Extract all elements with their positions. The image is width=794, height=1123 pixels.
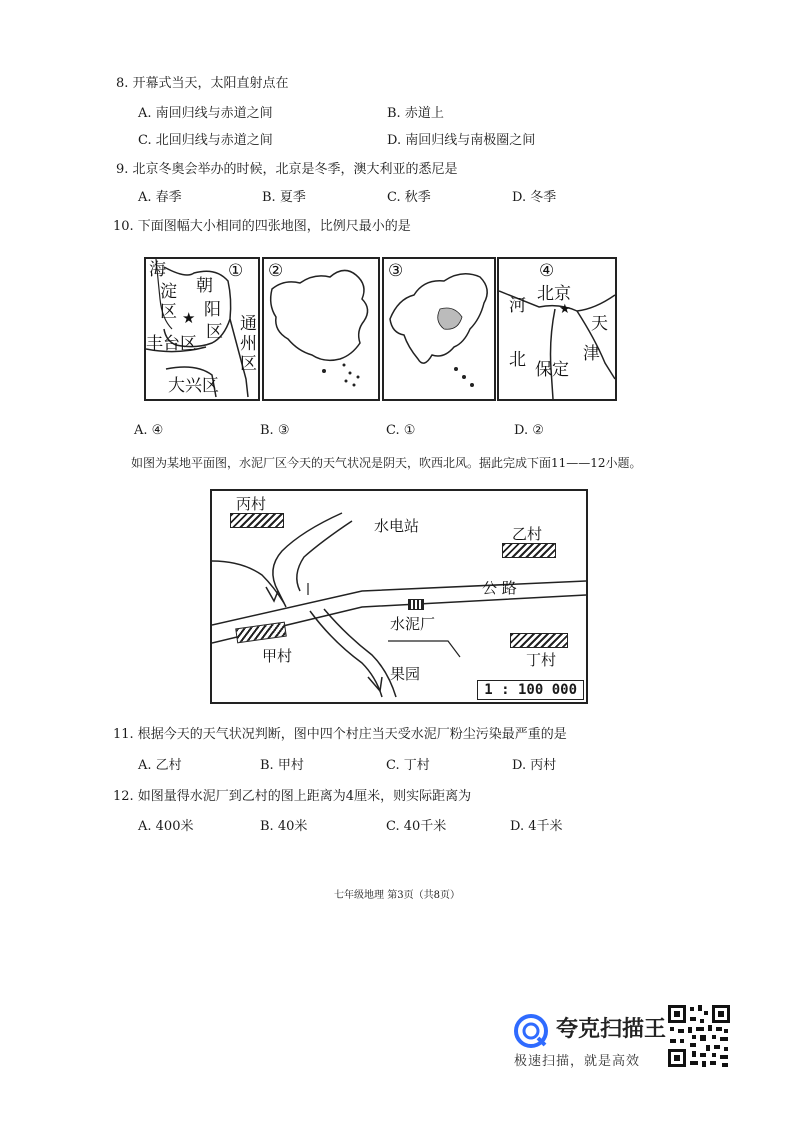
brand-slogan: 极速扫描，就是高效 — [514, 1054, 641, 1069]
map-1-label: 区 — [206, 322, 223, 342]
q10-option-b: B. ③ — [260, 423, 290, 438]
intro-text: 如图为某地平面图，水泥厂区今天的天气状况是阴天，吹西北风。据此完成下面11——12小题。 — [131, 456, 642, 470]
q8-option-d: D. 南回归线与南极圈之间 — [387, 133, 536, 148]
capital-star-icon: ★ — [559, 302, 571, 317]
q8-option-a: A. 南回归线与赤道之间 — [138, 106, 273, 121]
q8-option-c: C. 北回归线与赤道之间 — [138, 133, 273, 148]
map-4-label: 津 — [583, 344, 600, 364]
q10-stem: 10. 下面图幅大小相同的四张地图，比例尺最小的是 — [113, 219, 411, 234]
q12-option-d: D. 4千米 — [510, 819, 563, 834]
plan-map — [210, 489, 588, 704]
brand-name: 夸克扫描王 — [556, 1017, 667, 1042]
map-4-label: 保定 — [535, 360, 569, 380]
map-1-label: 区 — [240, 354, 257, 374]
map-4-number: ④ — [539, 261, 555, 281]
q9-option-c: C. 秋季 — [387, 190, 431, 205]
map-2-number: ② — [268, 261, 284, 281]
quark-logo-icon — [514, 1014, 548, 1048]
map-1-label: 淀 — [160, 282, 177, 302]
q9-stem: 9. 北京冬奥会举办的时候，北京是冬季，澳大利亚的悉尼是 — [116, 162, 458, 177]
q11-stem: 11. 根据今天的天气状况判断，图中四个村庄当天受水泥厂粉尘污染最严重的是 — [113, 727, 567, 742]
map-1-label: 区 — [160, 302, 177, 322]
q9-option-a: A. 春季 — [138, 190, 182, 205]
page-footer: 七年级地理 第3页（共8页） — [334, 890, 460, 901]
map-1-number: ① — [228, 261, 244, 281]
map-1-label: 州 — [240, 334, 257, 354]
road-label: 公 路 — [482, 579, 517, 597]
cement-factory-marker — [408, 599, 424, 610]
q11-option-d: D. 丙村 — [512, 758, 557, 773]
village-jia-label: 甲村 — [262, 647, 293, 665]
map-3-number: ③ — [388, 261, 404, 281]
map-2-china — [262, 257, 380, 401]
village-yi-marker — [502, 543, 556, 558]
map-1-label: 朝 — [196, 276, 213, 296]
q10-option-a: A. ④ — [134, 423, 164, 438]
village-ding-marker — [510, 633, 568, 648]
map-4-region — [497, 257, 617, 401]
q11-option-a: A. 乙村 — [138, 758, 182, 773]
map-1-label: 大兴区 — [168, 376, 219, 396]
map-1-label: 海 — [149, 260, 166, 280]
q10-option-c: C. ① — [386, 423, 416, 438]
q8-option-b: B. 赤道上 — [387, 106, 444, 121]
village-yi-label: 乙村 — [512, 525, 543, 543]
q12-option-a: A. 400米 — [138, 819, 194, 834]
cement-factory-label: 水泥厂 — [390, 615, 436, 633]
q12-option-b: B. 40米 — [260, 819, 308, 834]
map-1-district — [144, 257, 260, 401]
hydro-station-label: 水电站 — [374, 517, 420, 535]
q10-option-d: D. ② — [514, 423, 544, 438]
q8-stem: 8. 开幕式当天，太阳直射点在 — [116, 76, 289, 91]
q11-option-c: C. 丁村 — [386, 758, 430, 773]
orchard-label: 果园 — [390, 665, 421, 683]
map-4-label: 北京 — [537, 284, 571, 304]
q12-option-c: C. 40千米 — [386, 819, 447, 834]
map-scale: 1 : 100 000 — [477, 680, 584, 700]
map-4-label: 北 — [509, 350, 526, 370]
map-1-label: 阳 — [204, 300, 221, 320]
map-3-asia — [382, 257, 496, 401]
q11-option-b: B. 甲村 — [260, 758, 304, 773]
map-4-label: 河 — [509, 296, 526, 316]
qr-code-icon — [666, 1003, 732, 1069]
q9-option-b: B. 夏季 — [262, 190, 306, 205]
q9-option-d: D. 冬季 — [512, 190, 557, 205]
map-1-label: 丰台区 — [146, 334, 197, 354]
q12-stem: 12. 如图量得水泥厂到乙村的图上距离为4厘米，则实际距离为 — [113, 789, 472, 804]
village-bing-label: 丙村 — [236, 495, 267, 513]
capital-star-icon: ★ — [182, 309, 196, 327]
map-1-label: 通 — [240, 314, 257, 334]
village-bing-marker — [230, 513, 284, 528]
map-4-label: 天 — [591, 314, 608, 334]
village-ding-label: 丁村 — [526, 651, 557, 669]
